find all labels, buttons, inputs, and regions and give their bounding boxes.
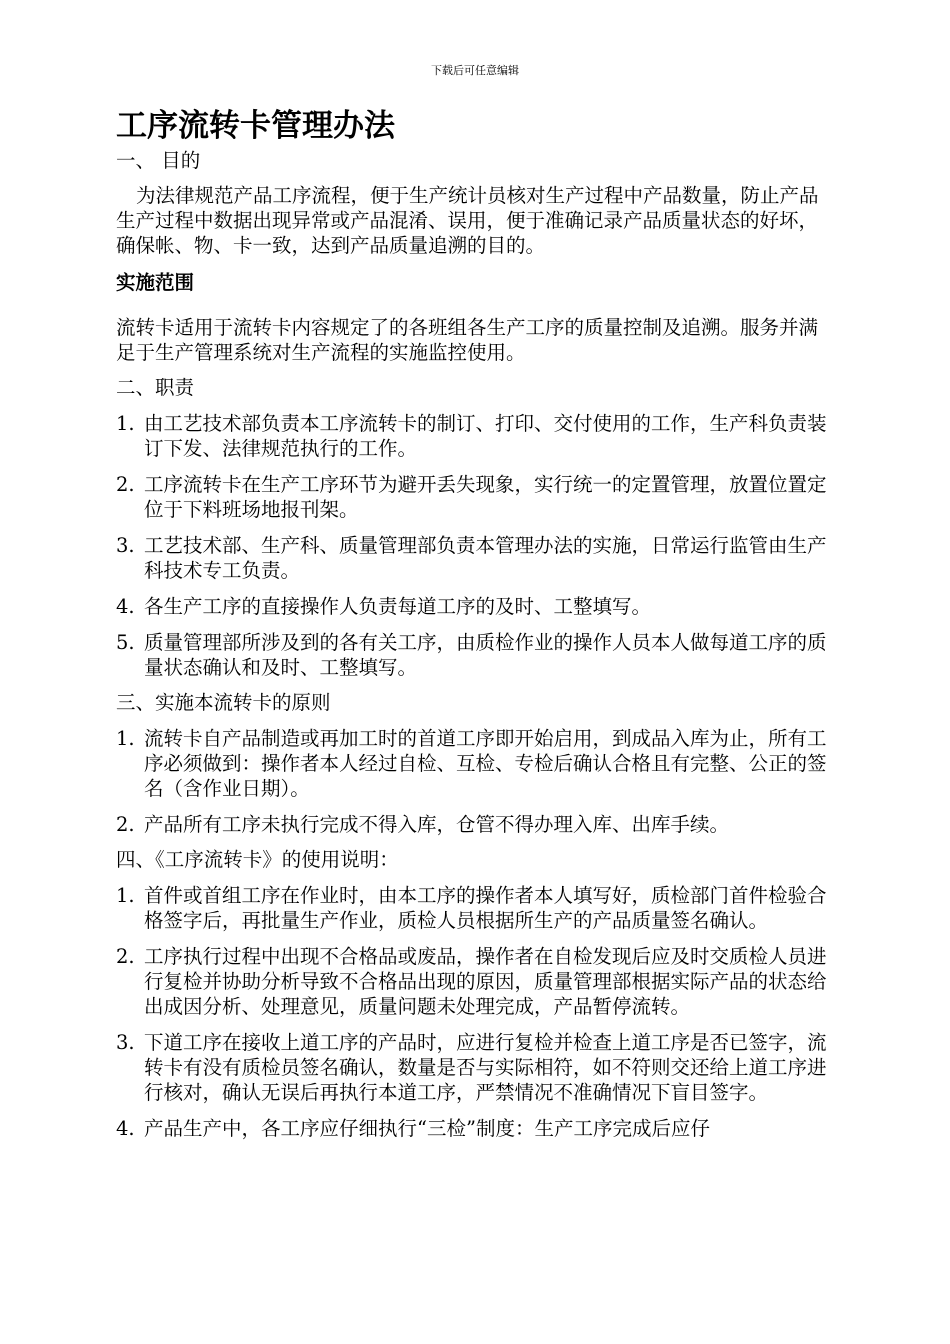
- list-text: 各生产工序的直接操作人负责每道工序的及时、工整填写。: [144, 594, 652, 618]
- list-item: [116, 630, 836, 680]
- list-item: [116, 411, 836, 461]
- scope-paragraph: 流转卡适用于流转卡内容规定了的各班组各生产工序的质量控制及追溯。服务并满足于生产管理系统对生产流程的实施监控使用。: [116, 315, 819, 364]
- list-item: [116, 1030, 836, 1105]
- document-title: 工序流转卡管理办法: [116, 108, 395, 144]
- list-number: 3.: [116, 1030, 135, 1054]
- list-number: 2.: [116, 472, 135, 496]
- list-item: [116, 533, 836, 583]
- section-heading-usage: 四、《工序流转卡》的使用说明：: [116, 847, 399, 871]
- list-item: [116, 594, 836, 619]
- list-item: [116, 472, 836, 522]
- list-text: 流转卡自产品制造或再加工时的首道工序即开始启用，到成品入库为止，所有工序必须做到：操作者本人经过自检、互检、专检后确认合格且有完整、公正的签名（含作业日期）。: [144, 726, 827, 800]
- principles-list: [116, 726, 836, 837]
- list-item: [116, 944, 836, 1019]
- list-number: 4.: [116, 594, 135, 618]
- list-number: 2.: [116, 944, 135, 968]
- list-text: 质量管理部所涉及到的各有关工序，由质检作业的操作人员本人做每道工序的质量状态确认和及时、工整填写。: [144, 630, 827, 679]
- document-body: [116, 104, 836, 1141]
- list-text: 工序执行过程中出现不合格品或废品，操作者在自检发现后应及时交质检人员进行复检并协助分析导致不合格品出现的原因，质量管理部根据实际产品的状态给出成因分析、处理意见，质量问题未处理完成，产品暂停流转。: [144, 944, 827, 1018]
- list-number: 2.: [116, 812, 135, 836]
- list-number: 3.: [116, 533, 135, 557]
- header-note: 下载后可任意编辑: [431, 64, 519, 77]
- list-number: 4.: [116, 1116, 135, 1140]
- list-text: 首件或首组工序在作业时，由本工序的操作者本人填写好，质检部门首件检验合格签字后，再批量生产作业，质检人员根据所生产的产品质量签名确认。: [144, 883, 827, 932]
- list-text: 产品生产中，各工序应仔细执行“三检”制度：生产工序完成后应仔: [144, 1116, 710, 1140]
- section-heading-purpose: 一、 目的: [116, 149, 201, 172]
- list-item: [116, 726, 836, 801]
- purpose-paragraph: 为法律规范产品工序流程，便于生产统计员核对生产过程中产品数量，防止产品生产过程中数据出现异常或产品混淆、误用，便于准确记录产品质量状态的好坏，确保帐、物、卡一致，达到产品质量追溯的目的。: [116, 184, 819, 257]
- list-item: [116, 812, 836, 837]
- list-text: 工序流转卡在生产工序环节为避开丢失现象，实行统一的定置管理，放置位置定位于下料班场地报刊架。: [144, 472, 827, 521]
- list-text: 工艺技术部、生产科、质量管理部负责本管理办法的实施，日常运行监管由生产科技术专工负责。: [144, 533, 827, 582]
- section-heading-principles: 三、实施本流转卡的原则: [116, 690, 331, 714]
- list-text: 产品所有工序未执行完成不得入库，仓管不得办理入库、出库手续。: [144, 812, 730, 836]
- list-number: 1.: [116, 411, 135, 435]
- section-heading-scope: 实施范围: [116, 271, 195, 294]
- list-number: 1.: [116, 726, 135, 750]
- duties-list: [116, 411, 836, 680]
- section-heading-duties: 二、职责: [116, 375, 195, 399]
- list-item: [116, 1116, 836, 1141]
- list-number: 1.: [116, 883, 135, 907]
- usage-list: [116, 883, 836, 1141]
- list-text: 由工艺技术部负责本工序流转卡的制订、打印、交付使用的工作，生产科负责装订下发、法律规范执行的工作。: [144, 411, 827, 460]
- list-number: 5.: [116, 630, 135, 654]
- list-text: 下道工序在接收上道工序的产品时，应进行复检并检查上道工序是否已签字，流转卡有没有质检员签名确认，数量是否与实际相符，如不符则交还给上道工序进行核对，确认无误后再执行本道工序，严禁情况不准确情况下盲目签字。: [144, 1030, 827, 1104]
- list-item: [116, 883, 836, 933]
